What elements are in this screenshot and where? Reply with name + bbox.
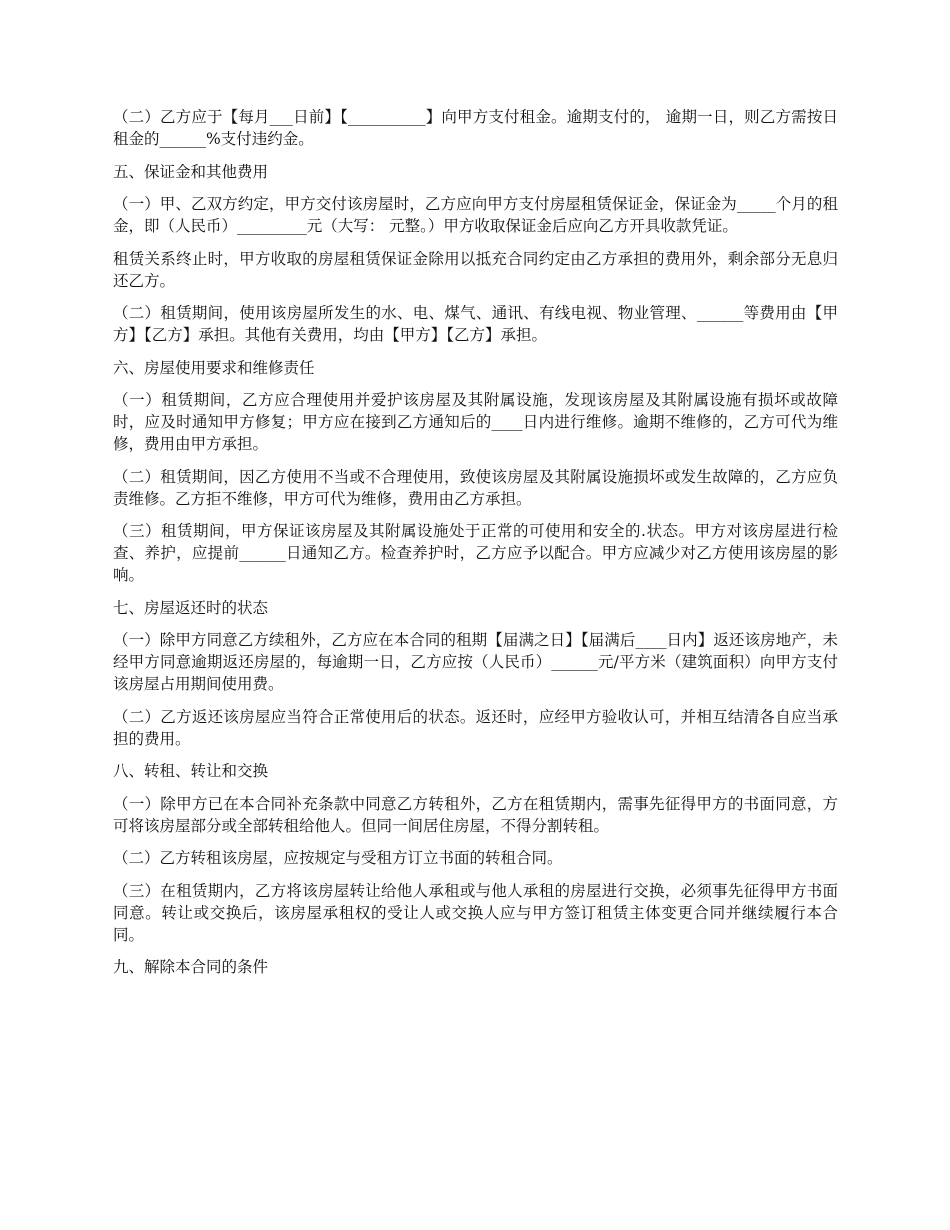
- paragraph-transfer-exchange: （三）在租赁期内，乙方将该房屋转让给他人承租或与他人承租的房屋进行交换，必须事先征得甲方书面同意。转让或交换后，该房屋承租权的受让人或交换人应与甲方签订租赁主体变更合同并继续履行本合同。: [113, 881, 838, 944]
- paragraph-utility-fees: （二）租赁期间，使用该房屋所发生的水、电、煤气、通讯、有线电视、物业管理、______等费用由【甲方】【乙方】承担。其他有关费用，均由【甲方】【乙方】承担。: [113, 304, 838, 344]
- section-heading-return-state: 七、房屋返还时的状态: [113, 598, 269, 617]
- paragraph-inspection: （三）租赁期间，甲方保证该房屋及其附属设施处于正常的可使用和安全的.状态。甲方对该房屋进行检查、养护，应提前______日通知乙方。检查养护时，乙方应予以配合。甲方应减少对乙方使用该房屋的影响。: [113, 522, 838, 584]
- section-heading-deposit: 五、保证金和其他费用: [113, 162, 269, 181]
- paragraph-repair-notice: （一）租赁期间，乙方应合理使用并爱护该房屋及其附属设施，发现该房屋及其附属设施有损坏或故障时，应及时通知甲方修复；甲方应在接到乙方通知后的____日内进行维修。逾期不维修的，乙方可代为维修，费用由甲方承担。: [113, 391, 838, 453]
- paragraph-sublease-contract: （二）乙方转租该房屋，应按规定与受租方订立书面的转租合同。: [113, 849, 563, 867]
- paragraph-deposit-amount: （一）甲、乙双方约定，甲方交付该房屋时，乙方应向甲方支付房屋租赁保证金，保证金为_____个月的租金，即（人民币）_________元（大写： 元整。）甲方收取保证金后应向乙方开具收款凭证。: [113, 195, 838, 235]
- paragraph-return-deadline: （一）除甲方同意乙方续租外，乙方应在本合同的租期【届满之日】【届满后____日内】返还该房地产，未经甲方同意逾期返还房屋的，每逾期一日，乙方应按（人民币）______元/平方米（建筑面积）向甲方支付该房屋占用期间使用费。: [113, 631, 838, 693]
- paragraph-deposit-return: 租赁关系终止时，甲方收取的房屋租赁保证金除用以抵充合同约定由乙方承担的费用外，剩余部分无息归还乙方。: [113, 249, 838, 290]
- paragraph-return-condition: （二）乙方返还该房屋应当符合正常使用后的状态。返还时，应经甲方验收认可，并相互结清各自应当承担的费用。: [113, 707, 838, 748]
- section-heading-sublease: 八、转租、转让和交换: [113, 762, 269, 780]
- paragraph-rent-payment: （二）乙方应于【每月___日前】【__________】向甲方支付租金。逾期支付的， 逾期一日，则乙方需按日租金的______%支付违约金。: [113, 108, 838, 148]
- paragraph-tenant-damage: （二）租赁期间，因乙方使用不当或不合理使用，致使该房屋及其附属设施损坏或发生故障的，乙方应负责维修。乙方拒不维修，甲方可代为维修，费用由乙方承担。: [113, 467, 838, 508]
- document-page: [113, 106, 838, 989]
- section-heading-usage-repair: 六、房屋使用要求和维修责任: [113, 358, 315, 377]
- paragraph-sublease-consent: （一）除甲方已在本合同补充条款中同意乙方转租外，乙方在租赁期内，需事先征得甲方的书面同意，方可将该房屋部分或全部转租给他人。但同一间居住房屋，不得分割转租。: [113, 794, 838, 835]
- section-heading-termination: 九、解除本合同的条件: [113, 958, 269, 976]
